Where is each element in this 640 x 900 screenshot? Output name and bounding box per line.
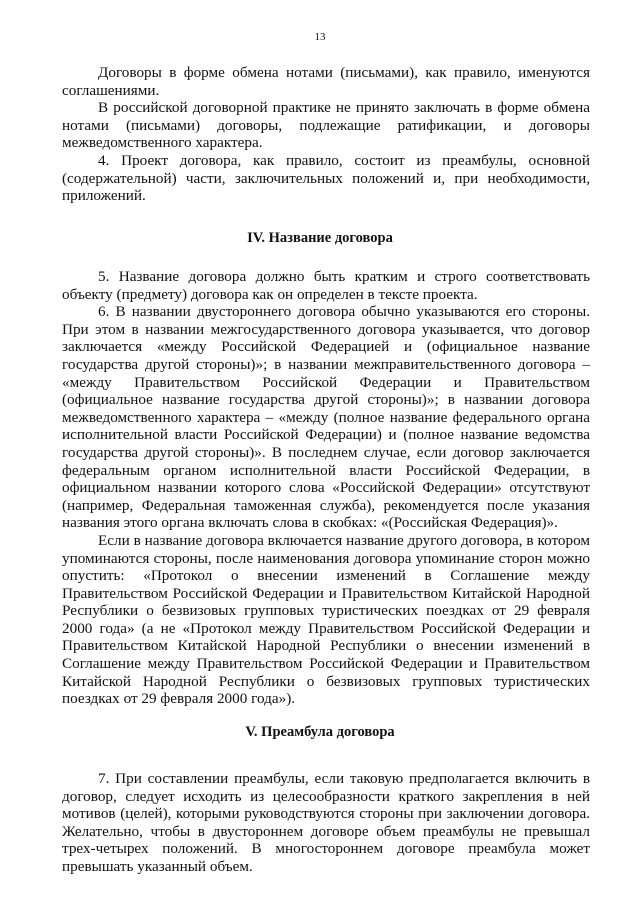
intro-text <box>62 64 590 205</box>
section-heading: IV. Название договора <box>247 230 393 246</box>
paragraph: В российской договорной практике не принято заключать в форме обмена нотами (письмами) договоры, подлежащие ратификации, и договоры межведомственного характера. <box>62 99 590 152</box>
page-number: 13 <box>314 31 326 43</box>
section-heading: V. Преамбула договора <box>245 724 395 740</box>
section-4-text <box>62 268 590 708</box>
paragraph: 5. Название договора должно быть кратким и строго соответствовать объекту (предмету) договора как он определен в тексте проекта. <box>62 268 590 303</box>
paragraph: Если в название договора включается название другого договора, в котором упоминаются стороны, после наименования договора упоминание сторон можно опустить: «Протокол о внесении изменений в Соглашение между Правительством Российской Федерации и Правительством Китайской Народной Республики о безвизовых групповых туристических поездках от 29 февраля 2000 года» (а не «Протокол между Правительством Российской Федерации и Правительством Китайской Народной Республики о внесении изменений в Соглашение между Правительством Российской Федерации и Правительством Китайской Народной Республики о безвизовых групповых туристических поездках от 29 февраля 2000 года»). <box>62 531 590 708</box>
paragraph: 7. При составлении преамбулы, если таковую предполагается включить в договор, следует исходить из целесообразности краткого закрепления в ней мотивов (целей), которыми руководствуются стороны при заключении договора. Желательно, чтобы в двустороннем договоре объем преамбулы не превышал трех-четырех положений. В многостороннем договоре преамбула может превышать указанный объем. <box>62 770 590 875</box>
paragraph: 6. В названии двустороннего договора обычно указываются его стороны. При этом в названии межгосударственного договора указывается, что договор заключается «между Российской Федерацией и (официальное название государства другой стороны)»; в названии межправительственного договора – «между Правительством Российской Федерации и Правительством (официальное название государства другой стороны)»; в названии договора межведомственного характера – «между (полное название федерального органа исполнительной власти Российской Федерации) и (полное название ведомства государства другой стороны)». В последнем случае, если договор заключается федеральным органом исполнительной власти Российской Федерации, в официальном названии которого слова «Российской Федерации» отсутствуют (например, Федеральная таможенная служба), рекомендуется после указания названия этого органа включать слова в скобках: «(Российская Федерация)». <box>62 303 590 532</box>
paragraph: 4. Проект договора, как правило, состоит из преамбулы, основной (содержательной) части, заключительных положений и, при необходимости, приложений. <box>62 151 590 205</box>
section-5-text <box>62 770 590 876</box>
paragraph: Договоры в форме обмена нотами (письмами), как правило, именуются соглашениями. <box>62 64 590 99</box>
